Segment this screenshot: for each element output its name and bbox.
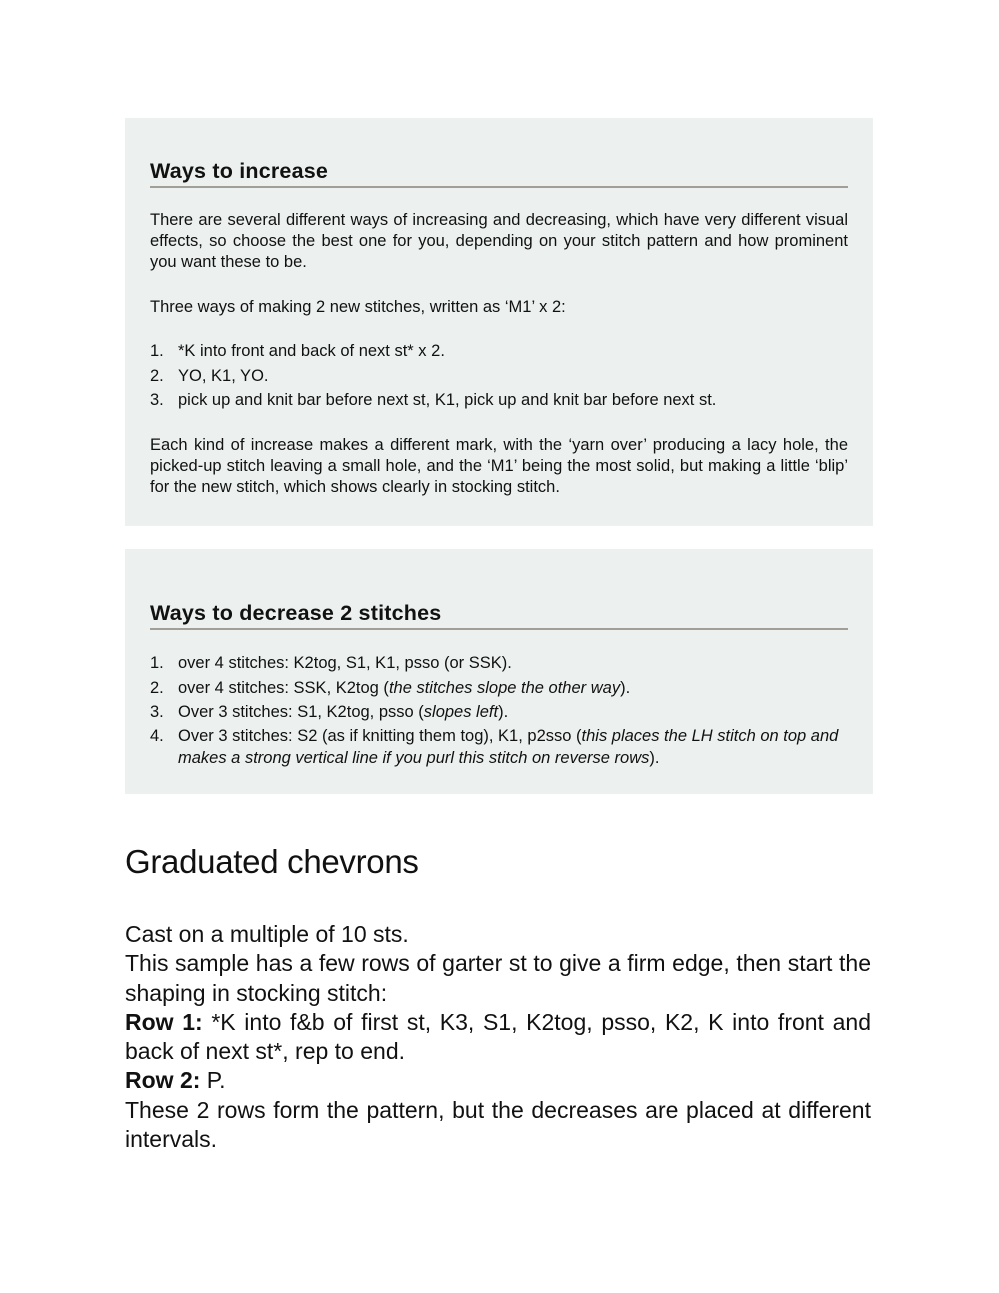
list-item: 2. YO, K1, YO. xyxy=(150,366,269,385)
increase-list xyxy=(150,339,848,413)
list-item: 4. Over 3 stitches: S2 (as if knitting them tog), K1, p2sso (this places the LH stitch on top and makes a strong vertical line if you purl this stitch on reverse rows). xyxy=(150,726,839,767)
pattern-instructions xyxy=(125,920,871,1154)
list-item: 1. over 4 stitches: K2tog, S1, K1, psso (or SSK). xyxy=(150,654,512,672)
section-title: Graduated chevrons xyxy=(125,843,419,880)
list-item: 3. pick up and knit bar before next st, K1, pick up and knit bar before next st. xyxy=(150,391,717,409)
list-item: 1. *K into front and back of next st* x 2. xyxy=(150,342,445,360)
row-1-label: Row 1: xyxy=(125,1008,203,1035)
row-2-text: P. xyxy=(200,1067,226,1094)
row-1-text: *K into f&b of first st, K3, S1, K2tog, psso, K2, K into front and back of next st*, rep to end. xyxy=(125,1008,871,1065)
increase-panel xyxy=(125,118,873,526)
list-item: 3. Over 3 stitches: S1, K2tog, psso (slopes left). xyxy=(150,703,509,721)
increase-closing: Each kind of increase makes a different mark, with the ‘yarn over’ producing a lacy hole, the picked-up stitch leaving a small hole, and the ‘M1’ being the most solid, but making a little ‘blip’ for the new stitch, which shows clearly in stocking stitch. xyxy=(150,435,848,496)
cast-on-text: Cast on a multiple of 10 sts. xyxy=(125,921,409,947)
increase-lead: Three ways of making 2 new stitches, written as ‘M1’ x 2: xyxy=(150,298,566,316)
row-2-label: Row 2: xyxy=(125,1067,201,1094)
increase-heading: Ways to increase xyxy=(150,158,848,188)
row-1 xyxy=(125,1008,871,1067)
increase-intro: There are several different ways of increasing and decreasing, which have very different visual effects, so choose the best one for you, depending on your stitch pattern and how prominent you want these to be. xyxy=(150,211,848,271)
decrease-panel xyxy=(125,549,873,794)
sample-text: This sample has a few rows of garter st to give a firm edge, then start the shaping in stocking stitch: xyxy=(125,950,871,1006)
row-2 xyxy=(125,1066,871,1095)
list-item: 2. over 4 stitches: SSK, K2tog (the stitches slope the other way). xyxy=(150,678,631,697)
closing-text: These 2 rows form the pattern, but the decreases are placed at different intervals. xyxy=(125,1096,871,1153)
decrease-list xyxy=(150,651,848,769)
decrease-heading: Ways to decrease 2 stitches xyxy=(150,600,848,630)
